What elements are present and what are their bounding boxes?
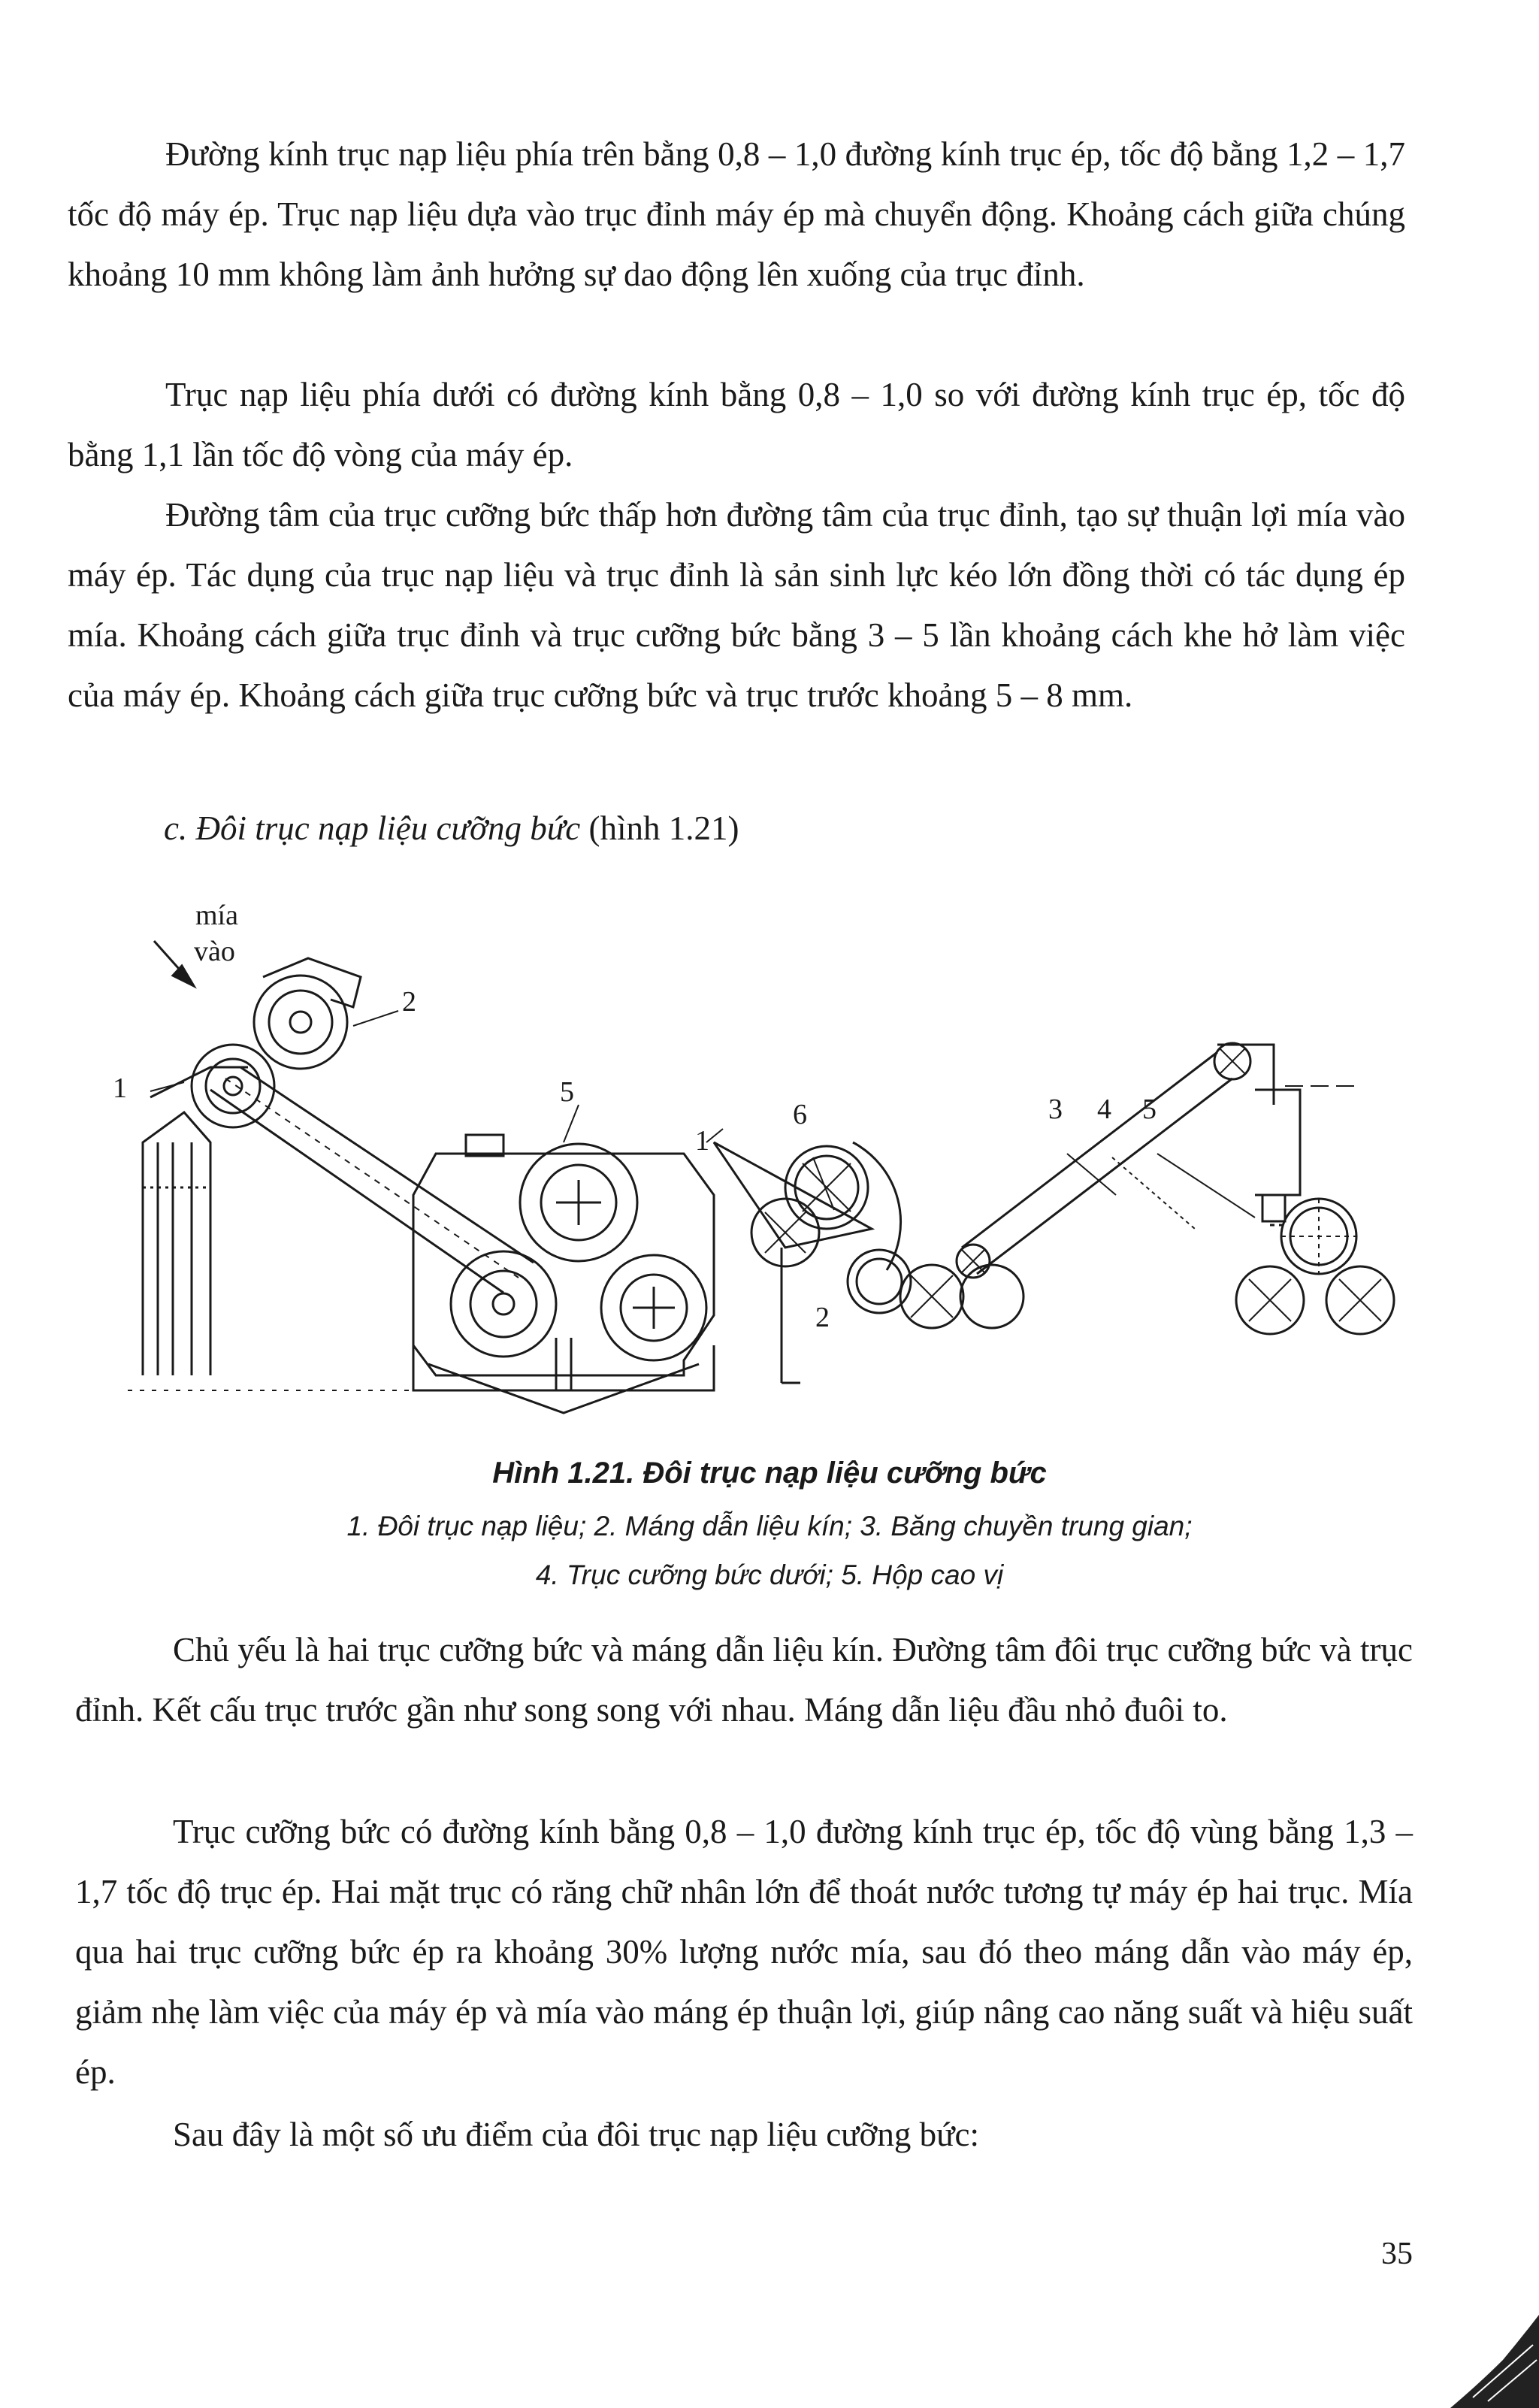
figure-caption-legend-1: 1. Đôi trục nạp liệu; 2. Máng dẫn liệu kín; 3. Băng chuyền trung gian; [346, 1511, 1193, 1541]
label-left-1: 1 [113, 1072, 127, 1104]
page-curl-corner [1450, 2315, 1539, 2408]
label-right-3: 3 [1048, 1094, 1063, 1125]
label-right-2: 2 [815, 1302, 830, 1333]
label-right-4: 4 [1097, 1094, 1111, 1125]
label-left-5: 5 [560, 1076, 574, 1108]
left-mill-drawing [128, 941, 714, 1413]
figure-caption-legend-2: 4. Trục cưỡng bức dưới; 5. Hộp cao vị [535, 1559, 1004, 1590]
label-right-1: 1 [695, 1125, 709, 1157]
section-heading-ref: (hình 1.21) [580, 809, 739, 847]
label-vao: vào [194, 936, 235, 967]
page-number: 35 [1381, 2237, 1413, 2271]
section-heading-italic: c. Đôi trục nạp liệu cưỡng bức [164, 809, 581, 847]
paragraph-main-structure: Chủ yếu là hai trục cưỡng bức và máng dẫn liệu kín. Đường tâm đôi trục cưỡng bức và trục đỉnh. Kết cấu trục trước gần như song song với nhau. Máng dẫn liệu đầu nhỏ đuôi to. [75, 1631, 1413, 1729]
figure-caption-title: Hình 1.21. Đôi trục nạp liệu cưỡng bức [492, 1457, 1047, 1490]
paragraph-advantages-intro: Sau đây là một số ưu điểm của đôi trục nạp liệu cưỡng bức: [173, 2116, 979, 2153]
figure-drawing [113, 894, 1398, 1420]
section-heading [164, 798, 739, 858]
figure-1-21 [113, 894, 1398, 1420]
label-right-5: 5 [1142, 1094, 1157, 1125]
paragraph-feed-roller-upper: Đường kính trục nạp liệu phía trên bằng 0,8 – 1,0 đường kính trục ép, tốc độ bằng 1,2 – 1,7 tốc độ máy ép. Trục nạp liệu dựa vào trục đỉnh máy ép mà chuyển động. Khoảng cách giữa chúng khoảng 10 mm không làm ảnh hưởng sự dao động lên xuống của trục đỉnh. [68, 135, 1405, 293]
label-left-2: 2 [402, 986, 416, 1018]
paragraph-forced-roller-specs: Trục cưỡng bức có đường kính bằng 0,8 – 1,0 đường kính trục ép, tốc độ vùng bằng 1,3 – 1,7 tốc độ trục ép. Hai mặt trục có răng chữ nhân lớn để thoát nước tương tự máy ép hai trục. Mía qua hai trục cưỡng bức ép ra khoảng 30% lượng nước mía, sau đó theo máng dẫn vào máy ép, giảm nhẹ làm việc của máy ép và mía vào máng ép thuận lợi, giúp nâng cao năng suất và hiệu suất ép. [75, 1813, 1413, 2091]
paragraph-feed-roller-lower: Trục nạp liệu phía dưới có đường kính bằng 0,8 – 1,0 so với đường kính trục ép, tốc độ bằng 1,1 lần tốc độ vòng của máy ép. [68, 376, 1405, 473]
paragraph-forced-roller-center: Đường tâm của trục cưỡng bức thấp hơn đường tâm của trục đỉnh, tạo sự thuận lợi mía vào máy ép. Tác dụng của trục nạp liệu và trục đỉnh là sản sinh lực kéo lớn đồng thời có tác dụng ép mía. Khoảng cách giữa trục đỉnh và trục cưỡng bức bằng 3 – 5 lần khoảng cách khe hở làm việc của máy ép. Khoảng cách giữa trục cưỡng bức và trục trước khoảng 5 – 8 mm. [68, 496, 1405, 714]
label-right-6: 6 [793, 1099, 807, 1130]
label-mia: mía [195, 900, 238, 931]
